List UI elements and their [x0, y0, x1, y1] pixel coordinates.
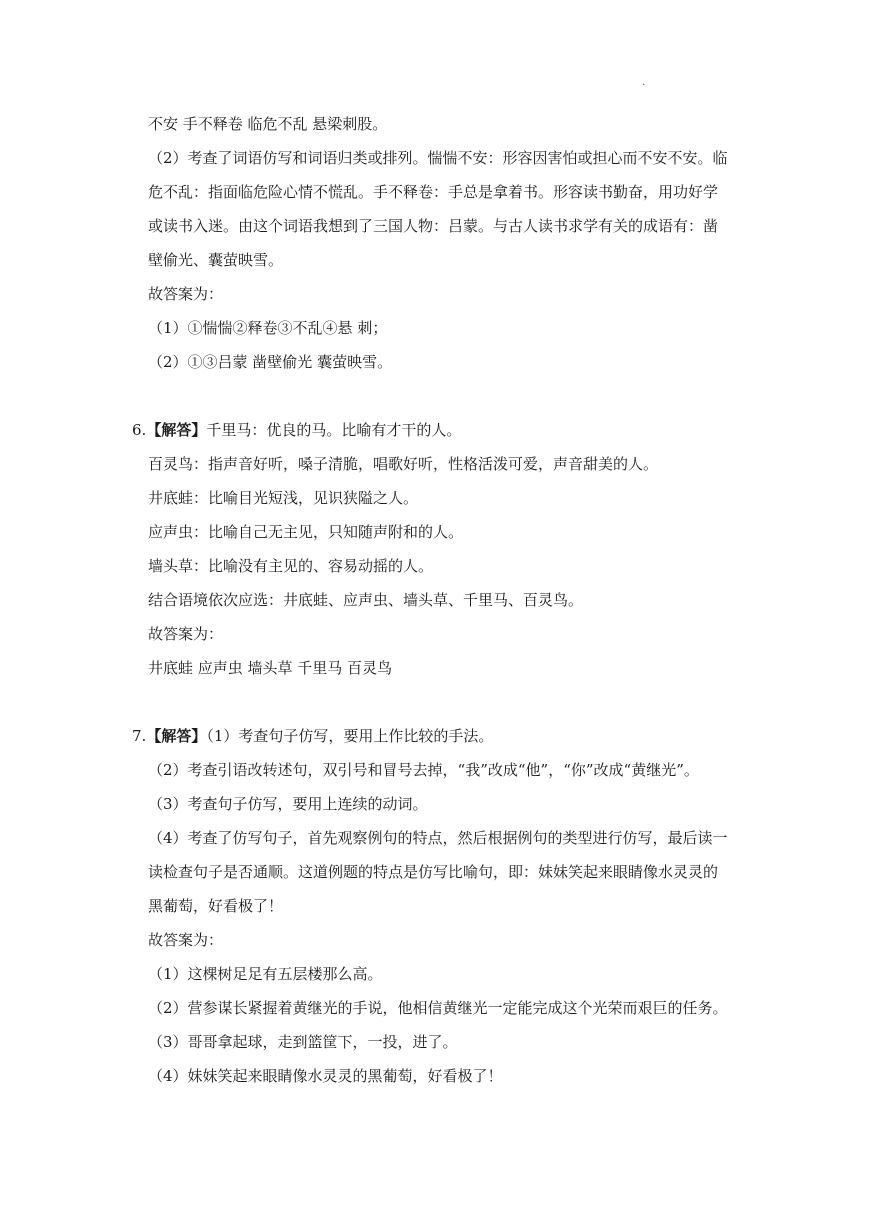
s7-first-text: （1）考查句子仿写，要用上作比较的手法。: [206, 727, 494, 745]
section-6: [132, 413, 752, 685]
s6-line-2: 应声虫：比喻自己无主见，只知随声附和的人。: [148, 523, 464, 541]
s5-line-4: 壁偷光、囊萤映雪。: [148, 251, 284, 269]
s7-line-4: 黑葡萄，好看极了！: [148, 897, 284, 915]
s7-line-3: 读检查句子是否通顺。这道例题的特点是仿写比喻句，即：妹妹笑起来眼睛像水灵灵的: [148, 863, 719, 881]
answer-content: [132, 107, 752, 1093]
s7-tag: 【解答】: [146, 727, 207, 745]
s7-line-1: （3）考查句子仿写，要用上连续的动词。: [148, 795, 428, 813]
s6-line-1: 井底蛙：比喻目光短浅，见识狭隘之人。: [148, 489, 419, 507]
s6-line-3: 墙头草：比喻没有主见的、容易动摇的人。: [148, 557, 434, 575]
s5-line-0: 不安 手不释卷 临危不乱 悬梁刺股。: [148, 115, 388, 133]
s7-line-2: （4）考查了仿写句子，首先观察例句的特点，然后根据例句的类型进行仿写，最后读一: [148, 829, 728, 847]
s5-line-1: （2）考查了词语仿写和词语归类或排列。惴惴不安：形容因害怕或担心而不安不安。临: [148, 149, 728, 167]
s5-line-7: （2）①③吕蒙 凿壁偷光 囊萤映雪。: [148, 353, 393, 371]
s7-number: 7.: [132, 727, 147, 745]
s7-line-7: （2）营参谋长紧握着黄继光的手说，他相信黄继光一定能完成这个光荣而艰巨的任务。: [148, 999, 728, 1017]
s6-line-5: 故答案为：: [148, 625, 224, 643]
top-mark: .: [642, 77, 646, 88]
s6-first-text: 千里马：优良的马。比喻有才干的人。: [206, 421, 462, 439]
s6-heading-line: [132, 413, 752, 447]
s6-line-4: 结合语境依次应选：井底蛙、应声虫、墙头草、千里马、百灵鸟。: [148, 591, 584, 609]
s6-number: 6.: [132, 421, 147, 439]
s7-heading-line: [132, 719, 752, 753]
s6-line-0: 百灵鸟：指声音好听，嗓子清脆，唱歌好听，性格活泼可爱，声音甜美的人。: [148, 455, 659, 473]
spacer: [132, 685, 752, 719]
s7-line-5: 故答案为：: [148, 931, 224, 949]
s5-line-3: 或读书入迷。由这个词语我想到了三国人物：吕蒙。与古人读书求学有关的成语有：凿: [148, 217, 719, 235]
s7-line-6: （1）这棵树足足有五层楼那么高。: [148, 965, 383, 983]
section-5: [132, 107, 752, 379]
s7-line-8: （3）哥哥拿起球，走到篮筐下，一投，进了。: [148, 1033, 458, 1051]
s6-tag: 【解答】: [146, 421, 207, 439]
s5-line-6: （1）①惴惴②释卷③不乱④悬 刺；: [148, 319, 388, 337]
spacer: [132, 379, 752, 413]
s5-line-5: 故答案为：: [148, 285, 224, 303]
s7-line-0: （2）考查引语改转述句，双引号和冒号去掉，“我”改成“他”，“你”改成“黄继光”。: [148, 761, 699, 779]
section-7: [132, 719, 752, 1093]
s5-line-2: 危不乱：指面临危险心情不慌乱。手不释卷：手总是拿着书。形容读书勤奋，用功好学: [148, 183, 719, 201]
s7-line-9: （4）妹妹笑起来眼睛像水灵灵的黑葡萄，好看极了！: [148, 1067, 503, 1085]
s6-line-6: 井底蛙 应声虫 墙头草 千里马 百灵鸟: [148, 659, 393, 677]
